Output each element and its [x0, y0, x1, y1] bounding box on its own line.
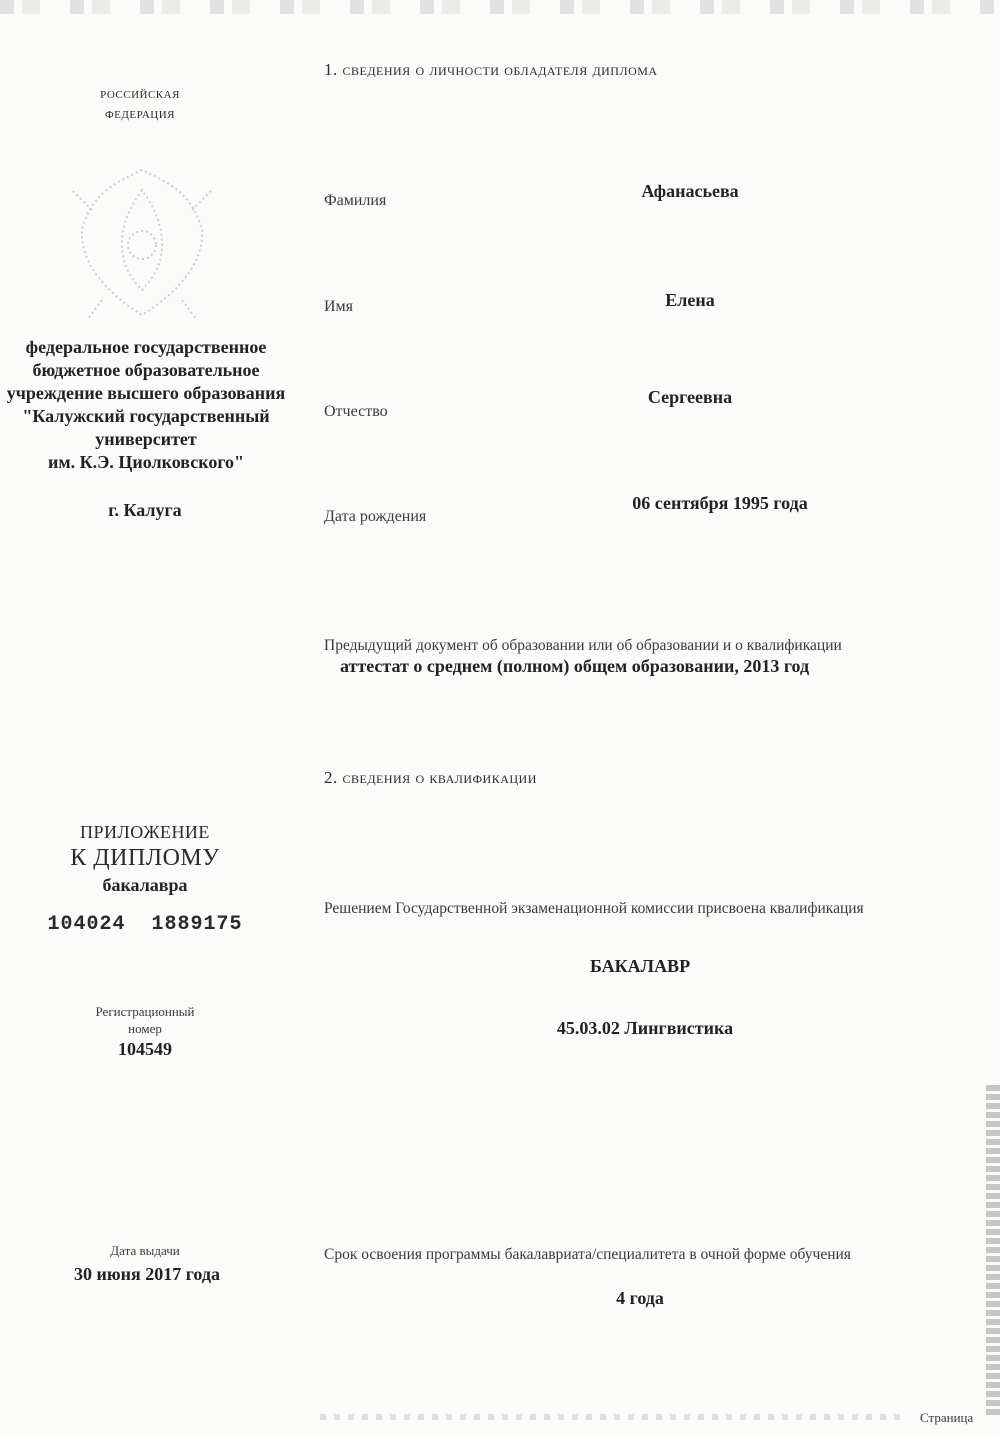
previous-document-label: Предыдущий документ об образовании или об образовании и о квалификации	[324, 637, 842, 654]
appendix-title: ПРИЛОЖЕНИЕ	[80, 822, 210, 842]
issue-date: 30 июня 2017 года	[73, 1264, 221, 1284]
registration-number: 104549	[118, 1039, 172, 1059]
qualification-value: БАКАЛАВР	[589, 956, 691, 976]
study-duration-label: Срок освоения программы бакалавриата/специалитета в очной форме обучения	[324, 1246, 851, 1263]
institution-line-2: бюджетное образовательное	[32, 360, 260, 380]
country-name	[40, 84, 240, 124]
institution-line-3: учреждение высшего образования	[6, 383, 286, 403]
issue-date-label: Дата выдачи	[110, 1243, 180, 1258]
country-line-1: российская	[100, 85, 180, 102]
previous-document-value: аттестат о среднем (полном) общем образовании, 2013 год	[340, 656, 810, 676]
qualification-decision-label: Решением Государственной экзаменационной комиссии присвоена квалификация	[324, 900, 864, 917]
country-line-2: федерация	[104, 105, 175, 122]
patronymic-label: Отчество	[324, 403, 388, 420]
patronymic-value: Сергеевна	[647, 387, 733, 407]
registration-label-line-2: номер	[128, 1021, 162, 1036]
coat-of-arms-emblem	[62, 150, 222, 330]
name-label: Имя	[324, 298, 354, 315]
name-value: Елена	[665, 290, 715, 310]
registration-label	[40, 1003, 250, 1037]
institution-name	[0, 336, 292, 474]
side-microtext-strip	[986, 1085, 1000, 1415]
surname-label: Фамилия	[324, 192, 387, 209]
appendix-to-diploma: К ДИПЛОМУ	[70, 845, 220, 871]
birth-date-value: 06 сентября 1995 года	[632, 493, 808, 513]
city: г. Калуга	[108, 500, 182, 520]
institution-line-4: "Калужский государственный	[22, 406, 270, 426]
section-1-heading: 1. сведения о личности обладателя диплома	[324, 60, 658, 79]
birth-date-label: Дата рождения	[324, 508, 427, 525]
institution-line-1: федеральное государственное	[25, 337, 267, 357]
institution-line-5: университет	[95, 429, 197, 449]
registration-label-line-1: Регистрационный	[95, 1004, 195, 1019]
bottom-ornament-border	[320, 1414, 900, 1420]
institution-line-6: им. К.Э. Циолковского"	[47, 452, 245, 472]
appendix-degree: бакалавра	[102, 875, 188, 895]
study-duration-value: 4 года	[616, 1288, 664, 1308]
diploma-serial-number: 104024 1889175	[47, 913, 243, 936]
surname-value: Афанасьева	[641, 181, 739, 201]
top-ornament-border	[0, 0, 1000, 14]
section-2-heading: 2. сведения о квалификации	[324, 768, 537, 787]
specialty-value: 45.03.02 Лингвистика	[556, 1018, 734, 1038]
page-label: Страница	[920, 1410, 974, 1425]
